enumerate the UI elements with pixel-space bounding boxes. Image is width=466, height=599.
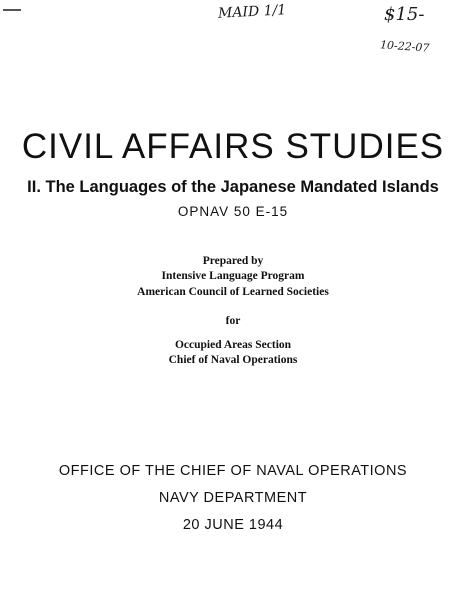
recipient-line-1: Occupied Areas Section: [174, 339, 292, 351]
document-number: OPNAV 50 E-15: [177, 204, 289, 219]
study-subtitle: II. The Languages of the Japanese Mandated Islands: [27, 178, 439, 196]
page-title: CIVIL AFFAIRS STUDIES: [21, 127, 445, 166]
prepared-by-label: Prepared by: [202, 255, 264, 267]
issuing-office: OFFICE OF THE CHIEF OF NAVAL OPERATIONS: [58, 463, 408, 479]
handwritten-date-note: 10-22-07: [379, 38, 430, 55]
handwritten-top-note: MAID 1/1: [217, 2, 287, 22]
scan-mark: [3, 9, 21, 11]
issuing-department: NAVY DEPARTMENT: [158, 490, 308, 506]
recipient-line-2: Chief of Naval Operations: [168, 354, 298, 366]
handwritten-price: $15-: [384, 4, 425, 25]
preparer-line-2: American Council of Learned Societies: [137, 286, 329, 298]
preparer-line-1: Intensive Language Program: [161, 270, 305, 282]
issue-date: 20 JUNE 1944: [182, 517, 284, 533]
for-label: for: [225, 315, 241, 327]
